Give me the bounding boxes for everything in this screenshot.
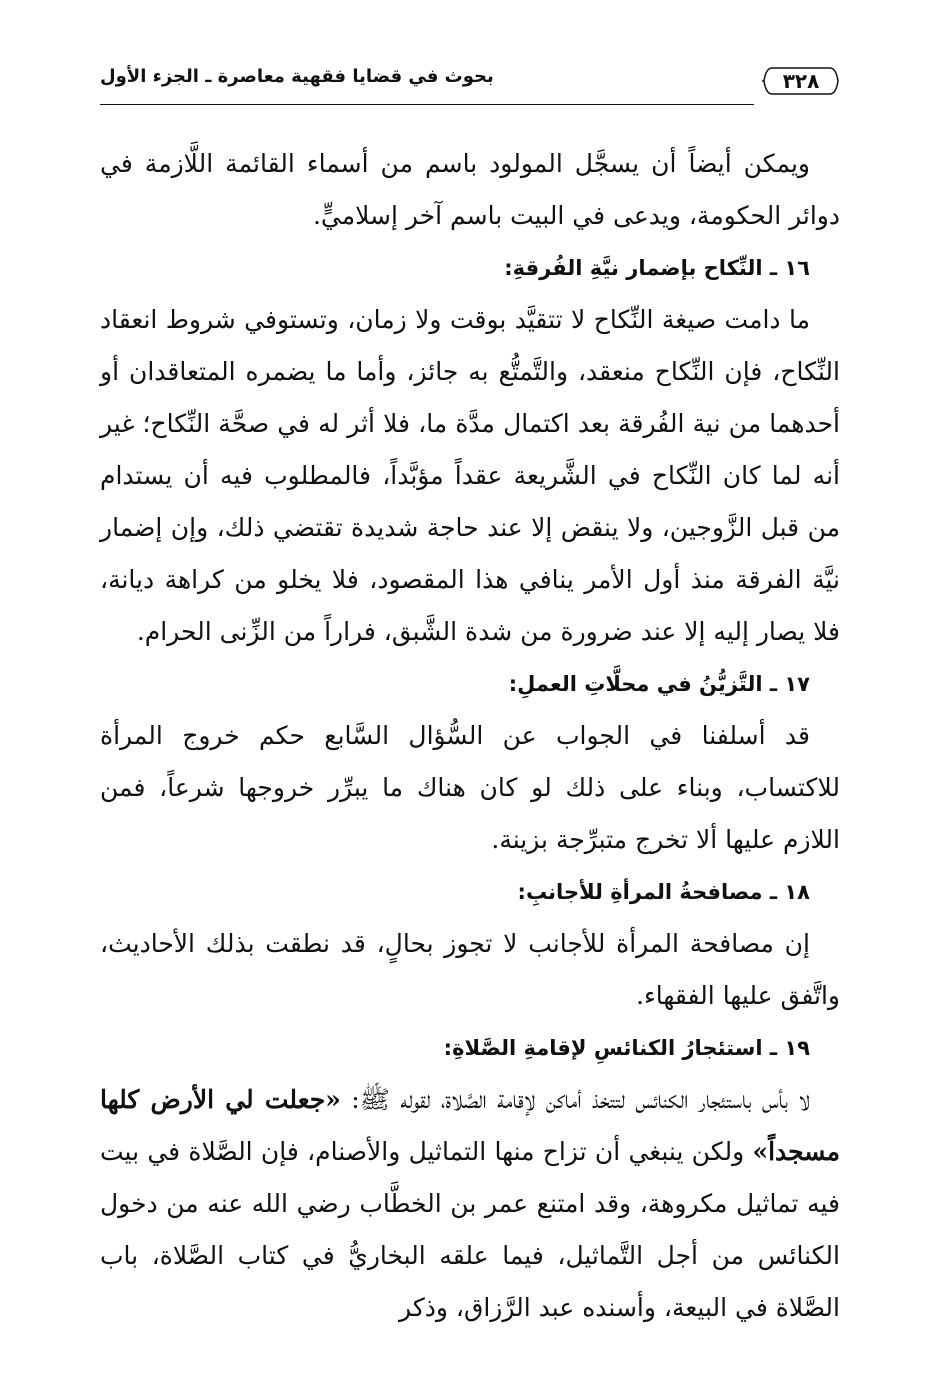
section-heading-17: ١٧ ـ التَّزيُّنُ في محلَّاتِ العملِ: <box>508 672 810 696</box>
paragraph-text: لا بأس باستئجار الكنائس لتتخذ أماكن لإقامة الصَّلاة، لقوله ﷺ: <box>340 1085 810 1114</box>
page-header <box>100 62 840 108</box>
section-heading-16: ١٦ ـ النِّكاح بإضمار نيَّةِ الفُرقةِ: <box>504 256 810 280</box>
page-number-frame <box>762 64 840 98</box>
section-heading-18: ١٨ ـ مصافحةُ المرأةِ للأجانبِ: <box>517 880 810 904</box>
page-number: ٣٢٨ <box>782 69 820 93</box>
paragraph: ويمكن أيضاً أن يسجَّل المولود باسم من أسماء القائمة اللَّازمة في دوائر الحكومة، ويدعى في البيت باسم آخر إسلاميٍّ. <box>100 149 840 230</box>
paragraph <box>100 1074 840 1334</box>
section-heading-19: ١٩ ـ استئجارُ الكنائسِ لإقامةِ الصَّلاةِ: <box>443 1036 810 1060</box>
paragraph: إن مصافحة المرأة للأجانب لا تجوز بحالٍ، قد نطقت بذلك الأحاديث، واتَّفق عليها الفقهاء. <box>100 929 840 1010</box>
page-body <box>100 138 840 1334</box>
running-title: بحوث في قضايا فقهية معاصرة ـ الجزء الأول <box>100 66 494 87</box>
header-rule <box>100 104 754 105</box>
paragraph-text: ولكن ينبغي أن تزاح منها التماثيل والأصنام، فإن الصَّلاة في بيت فيه تماثيل مكروهة، وقد امتنع عمر بن الخطَّاب رضي الله عنه من دخول الكنائس من أجل التَّماثيل، فيما علقه البخاريُّ في كتاب الصَّلاة، باب الصَّلاة في البيعة، وأسنده عبد الرَّزاق، وذكر <box>100 1137 840 1322</box>
hadith-quote: «جعلت لي الأرض كلها مسجداً» <box>100 1085 840 1166</box>
paragraph: قد أسلفنا في الجواب عن السُّؤال السَّابع حكم خروج المرأة للاكتساب، وبناء على ذلك لو كان هناك ما يبرِّر خروجها شرعاً، فمن اللازم عليها ألا تخرج متبرِّجة بزينة. <box>100 721 840 854</box>
paragraph: ما دامت صيغة النِّكاح لا تتقيَّد بوقت ولا زمان، وتستوفي شروط انعقاد النِّكاح، فإن النِّكاح منعقد، والتَّمتُّع به جائز، وأما ما يضمره المتعاقدان أو أحدهما من نية الفُرقة بعد اكتمال مدَّة ما، فلا أثر له في صحَّة النِّكاح؛ غير أنه لما كان النِّكاح في الشَّريعة عقداً مؤبَّداً، فالمطلوب فيه أن يستدام من قبل الزَّوجين، ولا ينقض إلا عند حاجة شديدة تقتضي ذلك، وإن إضمار نيَّة الفرقة منذ أول الأمر ينافي هذا المقصود، فلا يخلو من كراهة ديانة، فلا يصار إليه إلا عند ضرورة من شدة الشَّبق، فراراً من الزِّنى الحرام. <box>100 305 840 646</box>
